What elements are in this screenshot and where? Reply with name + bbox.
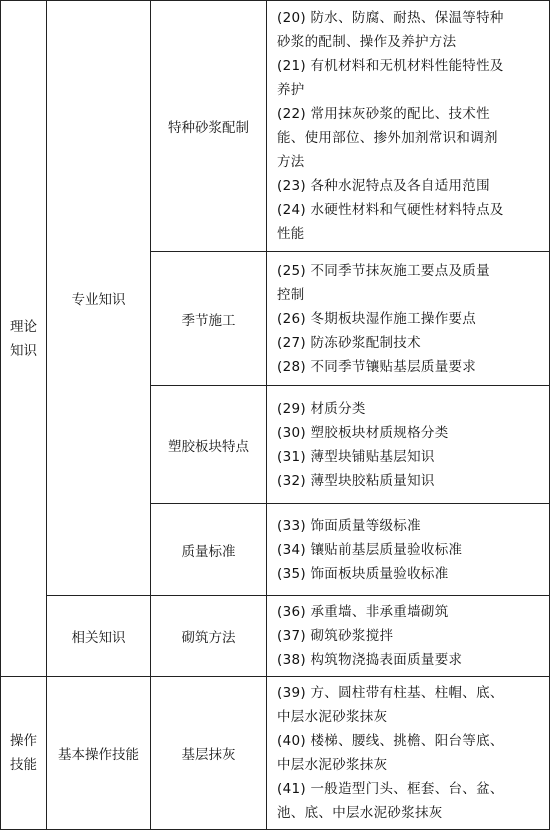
content-line: (39) 方、圆柱带有柱基、柱帽、底、: [277, 685, 504, 701]
content-cell: [267, 596, 550, 677]
content-line: (35) 饰面板块质量验收标准: [277, 565, 449, 582]
table-row: [1, 677, 550, 830]
content-line: (27) 防冻砂浆配制技术: [277, 334, 421, 351]
item-label: 特种砂浆配制: [168, 120, 249, 136]
content-line: (21) 有机材料和无机材料性能特性及: [277, 58, 504, 74]
content-line: (38) 构筑物浇捣表面质量要求: [277, 652, 463, 668]
subcategory-label: 相关知识: [71, 630, 126, 646]
item-label: 质量标准: [181, 543, 236, 560]
content-cell: [267, 386, 550, 504]
item-cell: [151, 252, 267, 386]
content-cell: [267, 504, 550, 596]
content-line: (37) 砌筑砂浆搅拌: [277, 628, 394, 644]
content-line: (23) 各种水泥特点及各自适用范围: [277, 178, 490, 194]
content-line: 中层水泥砂浆抹灰: [277, 709, 388, 725]
item-cell: [151, 596, 267, 677]
content-line: (28) 不同季节镶贴基层质量要求: [277, 358, 477, 375]
table-row: [1, 596, 550, 677]
content-line: (22) 常用抹灰砂浆的配比、技术性: [277, 106, 490, 122]
content-line: 控制: [277, 286, 305, 303]
item-cell: [151, 504, 267, 596]
content-line: (20) 防水、防腐、耐热、保温等特种: [277, 10, 504, 26]
content-lines: [277, 6, 543, 246]
content-cell: [267, 252, 550, 386]
item-cell: [151, 386, 267, 504]
content-lines: [277, 600, 543, 672]
content-line: (30) 塑胶板块材质规格分类: [277, 424, 449, 441]
item-cell: [151, 1, 267, 252]
content-lines: [277, 397, 543, 493]
content-line: (36) 承重墙、非承重墙砌筑: [277, 604, 449, 620]
content-line: (41) 一般造型门头、框套、台、盆、: [277, 781, 504, 797]
content-line: (31) 薄型块铺贴基层知识: [277, 448, 435, 465]
content-line: (32) 薄型块胶粘质量知识: [277, 472, 435, 489]
content-line: (34) 镶贴前基层质量验收标准: [277, 541, 463, 558]
content-line: 池、底、中层水泥砂浆抹灰: [277, 805, 443, 821]
category-cell-skill: [1, 677, 47, 830]
content-line: 方法: [277, 154, 305, 170]
item-cell: [151, 677, 267, 830]
content-line: 砂浆的配制、操作及养护方法: [277, 34, 457, 50]
content-lines: [277, 681, 543, 825]
category-label: 理论知识: [10, 318, 37, 359]
item-label: 季节施工: [181, 312, 236, 329]
content-cell: [267, 1, 550, 252]
subcategory-cell-professional: [47, 1, 151, 596]
content-line: (40) 楼梯、腰线、挑檐、阳台等底、: [277, 733, 504, 749]
content-line: 性能: [277, 226, 305, 242]
content-line: (26) 冬期板块湿作施工操作要点: [277, 310, 477, 327]
item-label: 砌筑方法: [181, 630, 236, 646]
content-line: (25) 不同季节抹灰施工要点及质量: [277, 262, 490, 279]
subcategory-cell-basic: [47, 677, 151, 830]
subcategory-label: 基本操作技能: [58, 747, 139, 763]
content-cell: [267, 677, 550, 830]
content-line: 中层水泥砂浆抹灰: [277, 757, 388, 773]
category-cell-theory: [1, 1, 47, 677]
subcategory-label: 专业知识: [71, 292, 126, 308]
content-lines: [277, 259, 543, 379]
content-line: (33) 饰面质量等级标准: [277, 517, 421, 534]
table-row: [1, 1, 550, 252]
content-line: 能、使用部位、掺外加剂常识和调剂: [277, 130, 498, 146]
content-lines: [277, 514, 543, 586]
content-line: 养护: [277, 82, 305, 98]
item-label: 塑胶板块特点: [168, 438, 249, 455]
subcategory-cell-related: [47, 596, 151, 677]
content-line: (29) 材质分类: [277, 400, 366, 417]
content-line: (24) 水硬性材料和气硬性材料特点及: [277, 202, 504, 218]
item-label: 基层抹灰: [181, 747, 236, 763]
category-label: 操作技能: [10, 733, 37, 773]
